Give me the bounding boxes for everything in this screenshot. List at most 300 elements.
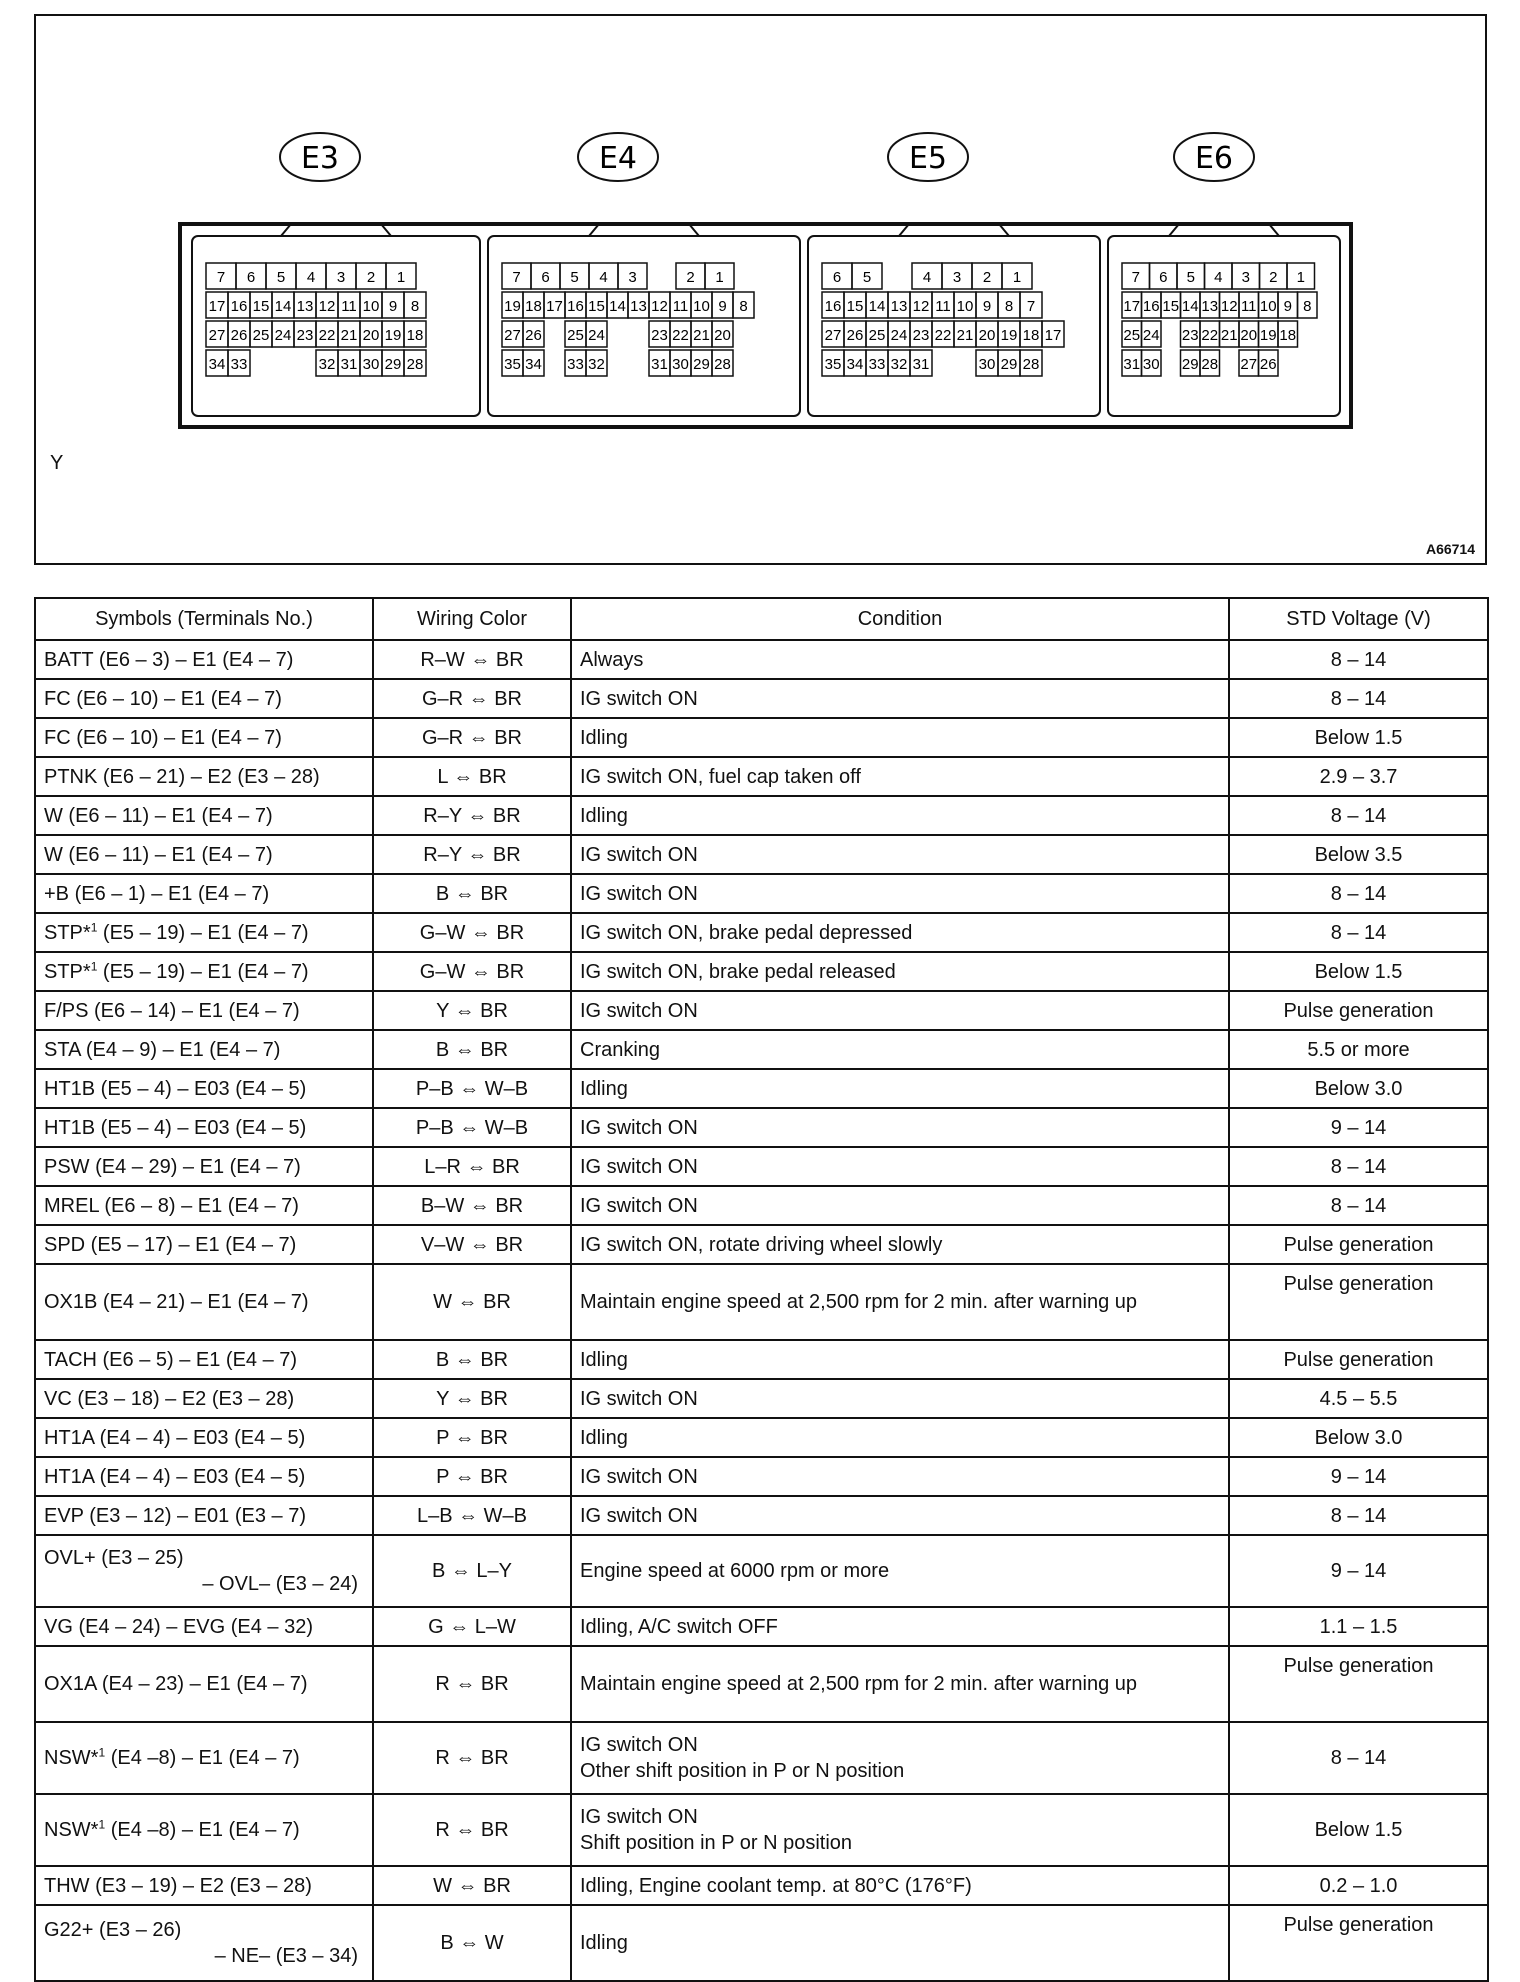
pin-number: 33 <box>230 356 248 373</box>
pin-number: 25 <box>868 327 886 344</box>
pin-number: 33 <box>868 356 886 373</box>
pin-number: 32 <box>588 356 605 373</box>
cell-symbol: HT1A (E4 – 4) – E03 (E4 – 5) <box>35 1457 373 1496</box>
cell-condition: IG switch ON <box>571 835 1229 874</box>
cell-std-voltage: 0.2 – 1.0 <box>1229 1866 1488 1905</box>
pin-number: 9 <box>982 298 992 315</box>
pin-number: 35 <box>504 356 521 373</box>
table-row <box>35 1225 1488 1264</box>
cell-wiring-color: B ⇔ BR <box>373 874 571 913</box>
pin-number: 9 <box>1283 298 1292 315</box>
cell-wiring-color: B ⇔ L–Y <box>373 1535 571 1607</box>
header-std-voltage: STD Voltage (V) <box>1229 598 1488 640</box>
cell-condition: IG switch ON, brake pedal released <box>571 952 1229 991</box>
pin-number: 10 <box>956 298 974 315</box>
cell-condition: IG switch ON <box>571 1186 1229 1225</box>
pin-number: 22 <box>934 327 952 344</box>
pin-number: 22 <box>318 327 336 344</box>
footnote-mark: 1 <box>90 919 98 934</box>
pin-number: 4 <box>1214 269 1223 286</box>
cell-condition: IG switch ON <box>571 1379 1229 1418</box>
pin-number: 34 <box>208 356 226 373</box>
pin-number: 13 <box>630 298 647 315</box>
footnote-mark: 1 <box>98 1745 106 1760</box>
cell-wiring-color: P–B ⇔ W–B <box>373 1069 571 1108</box>
pin-number: 25 <box>1123 327 1141 344</box>
pin-number: 1 <box>1012 269 1022 286</box>
pin-number: 33 <box>567 356 584 373</box>
cell-symbol: W (E6 – 11) – E1 (E4 – 7) <box>35 835 373 874</box>
cell-wiring-color: L ⇔ BR <box>373 757 571 796</box>
cell-std-voltage: 8 – 14 <box>1229 913 1488 952</box>
table-row <box>35 1496 1488 1535</box>
pin-number: 20 <box>978 327 996 344</box>
pin-number: 12 <box>651 298 668 315</box>
pin-number: 22 <box>672 327 689 344</box>
cell-condition: Idling <box>571 1905 1229 1981</box>
pin-number: 20 <box>714 327 731 344</box>
pin-number: 34 <box>846 356 864 373</box>
cell-condition: IG switch ON <box>571 1147 1229 1186</box>
pin-number: 15 <box>252 298 270 315</box>
cell-symbol: +B (E6 – 1) – E1 (E4 – 7) <box>35 874 373 913</box>
pin-number: 13 <box>1201 298 1219 315</box>
table-row <box>35 991 1488 1030</box>
pin-number: 8 <box>739 298 748 315</box>
pin-number: 23 <box>296 327 314 344</box>
cell-condition <box>571 1722 1229 1794</box>
pin-number: 11 <box>672 298 689 315</box>
cell-condition: Cranking <box>571 1030 1229 1069</box>
pin-number: 32 <box>890 356 908 373</box>
cell-condition: IG switch ON <box>571 679 1229 718</box>
cell-wiring-color: P ⇔ BR <box>373 1418 571 1457</box>
pin-number: 28 <box>1022 356 1040 373</box>
pin-number: 20 <box>1240 327 1258 344</box>
pin-number: 32 <box>318 356 336 373</box>
pin-number: 9 <box>718 298 727 315</box>
cell-wiring-color: Y ⇔ BR <box>373 1379 571 1418</box>
table-row <box>35 679 1488 718</box>
pin-number: 8 <box>1004 298 1014 315</box>
cell-std-voltage: 8 – 14 <box>1229 640 1488 679</box>
cell-wiring-color: R–Y ⇔ BR <box>373 796 571 835</box>
cell-std-voltage: 5.5 or more <box>1229 1030 1488 1069</box>
symbol-line2: – OVL– (E3 – 24) <box>202 1573 358 1595</box>
cell-condition: Idling <box>571 1069 1229 1108</box>
pin-number: 16 <box>1142 298 1160 315</box>
cell-wiring-color: G–W ⇔ BR <box>373 913 571 952</box>
cell-condition: IG switch ON <box>571 874 1229 913</box>
pin-number: 11 <box>341 298 357 315</box>
cell-symbol: FC (E6 – 10) – E1 (E4 – 7) <box>35 718 373 757</box>
pin-number: 12 <box>912 298 930 315</box>
cell-condition: IG switch ON, brake pedal depressed <box>571 913 1229 952</box>
pin-number: 5 <box>570 269 579 286</box>
cell-std-voltage: Pulse generation <box>1229 1264 1488 1340</box>
header-wiring-color: Wiring Color <box>373 598 571 640</box>
pin-number: 8 <box>410 298 420 315</box>
connector-label: E6 <box>1194 141 1234 176</box>
pin-number: 24 <box>890 327 908 344</box>
pin-number: 23 <box>1181 327 1199 344</box>
pin-number: 26 <box>846 327 864 344</box>
pin-number: 2 <box>1269 269 1278 286</box>
cell-symbol: VC (E3 – 18) – E2 (E3 – 28) <box>35 1379 373 1418</box>
cell-wiring-color: G–R ⇔ BR <box>373 679 571 718</box>
pin-number: 7 <box>1131 269 1140 286</box>
cell-condition: IG switch ON <box>571 1496 1229 1535</box>
pin-number: 15 <box>846 298 864 315</box>
cell-wiring-color: G–R ⇔ BR <box>373 718 571 757</box>
cell-wiring-color: P ⇔ BR <box>373 1457 571 1496</box>
cell-condition: Idling, A/C switch OFF <box>571 1607 1229 1646</box>
pin-number: 18 <box>525 298 542 315</box>
pin-number: 14 <box>274 298 292 315</box>
pin-number: 10 <box>1259 298 1277 315</box>
cell-wiring-color: G–W ⇔ BR <box>373 952 571 991</box>
pin-number: 18 <box>1279 327 1297 344</box>
condition-line1: IG switch ON <box>580 1806 698 1828</box>
cell-std-voltage: Below 3.0 <box>1229 1418 1488 1457</box>
cell-std-voltage: Below 1.5 <box>1229 1794 1488 1866</box>
cell-condition: Idling, Engine coolant temp. at 80°C (176°F) <box>571 1866 1229 1905</box>
pin-number: 19 <box>504 298 521 315</box>
pin-number: 3 <box>952 269 962 286</box>
cell-condition: Always <box>571 640 1229 679</box>
cell-symbol: HT1B (E5 – 4) – E03 (E4 – 5) <box>35 1108 373 1147</box>
pin-number: 29 <box>693 356 710 373</box>
pin-number: 31 <box>912 356 930 373</box>
cell-wiring-color: V–W ⇔ BR <box>373 1225 571 1264</box>
cell-condition: Idling <box>571 1340 1229 1379</box>
pin-number: 9 <box>388 298 398 315</box>
cell-std-voltage: 8 – 14 <box>1229 1722 1488 1794</box>
footnote-mark: 1 <box>98 1817 106 1832</box>
pin-number: 2 <box>982 269 992 286</box>
cell-symbol: PTNK (E6 – 21) – E2 (E3 – 28) <box>35 757 373 796</box>
pin-number: 24 <box>1142 327 1160 344</box>
pin-number: 22 <box>1201 327 1219 344</box>
pin-number: 2 <box>686 269 695 286</box>
table-row <box>35 757 1488 796</box>
cell-symbol: STP*$^1$ (E5 – 19) – E1 (E4 – 7) <box>35 913 373 952</box>
cell-condition: Idling <box>571 1418 1229 1457</box>
pin-number: 5 <box>276 269 286 286</box>
pin-number: 21 <box>956 327 974 344</box>
cell-wiring-color: R ⇔ BR <box>373 1646 571 1722</box>
pin-number: 26 <box>230 327 248 344</box>
pin-number: 17 <box>1123 298 1141 315</box>
cell-wiring-color: B–W ⇔ BR <box>373 1186 571 1225</box>
connector-drawing <box>36 16 1485 563</box>
symbol-line1: G22+ (E3 – 26) <box>44 1919 182 1941</box>
pin-number: 30 <box>672 356 689 373</box>
table-row <box>35 1535 1488 1607</box>
table-row <box>35 1069 1488 1108</box>
cell-wiring-color: W ⇔ BR <box>373 1866 571 1905</box>
pin-number: 11 <box>935 298 951 315</box>
cell-wiring-color: R ⇔ BR <box>373 1794 571 1866</box>
pin-number: 12 <box>318 298 336 315</box>
pin-number: 6 <box>541 269 550 286</box>
pin-number: 16 <box>824 298 842 315</box>
table-row <box>35 1646 1488 1722</box>
pin-number: 29 <box>1000 356 1018 373</box>
connector-label: E4 <box>598 141 638 176</box>
cell-symbol: BATT (E6 – 3) – E1 (E4 – 7) <box>35 640 373 679</box>
cell-std-voltage: 9 – 14 <box>1229 1535 1488 1607</box>
cell-condition: IG switch ON <box>571 991 1229 1030</box>
cell-wiring-color: R ⇔ BR <box>373 1722 571 1794</box>
condition-line1: IG switch ON <box>580 1734 698 1756</box>
cell-std-voltage: Pulse generation <box>1229 1905 1488 1981</box>
table-body <box>35 640 1488 1981</box>
cell-wiring-color: B ⇔ BR <box>373 1340 571 1379</box>
cell-symbol: NSW*$^1$ (E4 –8) – E1 (E4 – 7) <box>35 1722 373 1794</box>
condition-line2: Shift position in P or N position <box>580 1832 853 1854</box>
pin-number: 16 <box>567 298 584 315</box>
cell-symbol: STA (E4 – 9) – E1 (E4 – 7) <box>35 1030 373 1069</box>
table-row <box>35 835 1488 874</box>
table-row <box>35 1108 1488 1147</box>
pin-number: 27 <box>1240 356 1258 373</box>
pin-number: 23 <box>912 327 930 344</box>
table-row <box>35 1147 1488 1186</box>
pin-number: 1 <box>396 269 406 286</box>
table-row <box>35 1905 1488 1981</box>
pin-number: 19 <box>1259 327 1277 344</box>
cell-wiring-color: L–R ⇔ BR <box>373 1147 571 1186</box>
cell-symbol: HT1B (E5 – 4) – E03 (E4 – 5) <box>35 1069 373 1108</box>
pin-number: 28 <box>406 356 424 373</box>
pin-number: 20 <box>362 327 380 344</box>
pin-number: 21 <box>1220 327 1238 344</box>
symbol-line2: – NE– (E3 – 34) <box>214 1945 358 1967</box>
cell-wiring-color: B ⇔ BR <box>373 1030 571 1069</box>
pin-number: 11 <box>1240 298 1257 315</box>
cell-std-voltage: 8 – 14 <box>1229 1147 1488 1186</box>
cell-symbol: VG (E4 – 24) – EVG (E4 – 32) <box>35 1607 373 1646</box>
terminal-spec-table <box>34 597 1489 1982</box>
pin-number: 30 <box>362 356 380 373</box>
table-row <box>35 1794 1488 1866</box>
cell-std-voltage: 8 – 14 <box>1229 1496 1488 1535</box>
cell-wiring-color: W ⇔ BR <box>373 1264 571 1340</box>
cell-condition: Engine speed at 6000 rpm or more <box>571 1535 1229 1607</box>
table-row <box>35 1418 1488 1457</box>
cell-std-voltage: Pulse generation <box>1229 1646 1488 1722</box>
table-row <box>35 1457 1488 1496</box>
pin-number: 21 <box>693 327 710 344</box>
pin-number: 14 <box>609 298 626 315</box>
cell-symbol: NSW*$^1$ (E4 –8) – E1 (E4 – 7) <box>35 1794 373 1866</box>
side-letter: Y <box>50 452 64 474</box>
cell-condition: Maintain engine speed at 2,500 rpm for 2 min. after warning up <box>571 1646 1229 1722</box>
cell-symbol <box>35 1535 373 1607</box>
pin-number: 17 <box>1044 327 1062 344</box>
connector-label: E3 <box>300 141 340 176</box>
pin-number: 21 <box>340 327 358 344</box>
pin-number: 4 <box>306 269 316 286</box>
pin-number: 26 <box>525 327 542 344</box>
pin-number: 1 <box>1296 269 1305 286</box>
cell-condition: IG switch ON, fuel cap taken off <box>571 757 1229 796</box>
cell-std-voltage: 4.5 – 5.5 <box>1229 1379 1488 1418</box>
pin-number: 28 <box>714 356 731 373</box>
cell-symbol: OX1B (E4 – 21) – E1 (E4 – 7) <box>35 1264 373 1340</box>
cell-symbol: PSW (E4 – 29) – E1 (E4 – 7) <box>35 1147 373 1186</box>
cell-symbol: TACH (E6 – 5) – E1 (E4 – 7) <box>35 1340 373 1379</box>
cell-symbol: MREL (E6 – 8) – E1 (E4 – 7) <box>35 1186 373 1225</box>
pin-number: 2 <box>366 269 376 286</box>
pin-number: 6 <box>1159 269 1168 286</box>
pin-number: 30 <box>978 356 996 373</box>
pin-number: 14 <box>1181 298 1199 315</box>
pin-number: 4 <box>922 269 932 286</box>
cell-symbol: THW (E3 – 19) – E2 (E3 – 28) <box>35 1866 373 1905</box>
pin-number: 30 <box>1142 356 1160 373</box>
cell-std-voltage: 2.9 – 3.7 <box>1229 757 1488 796</box>
pin-number: 10 <box>362 298 380 315</box>
pin-number: 6 <box>246 269 256 286</box>
connector-diagram <box>34 14 1487 565</box>
cell-symbol: W (E6 – 11) – E1 (E4 – 7) <box>35 796 373 835</box>
pin-number: 31 <box>651 356 668 373</box>
connector-e5 <box>808 133 1100 416</box>
cell-std-voltage: 8 – 14 <box>1229 874 1488 913</box>
table-row <box>35 1186 1488 1225</box>
pin-number: 7 <box>1026 298 1036 315</box>
connector-label: E5 <box>908 141 948 176</box>
cell-condition: Maintain engine speed at 2,500 rpm for 2 min. after warning up <box>571 1264 1229 1340</box>
connector-e6 <box>1108 133 1340 416</box>
pin-number: 24 <box>274 327 292 344</box>
pin-number: 5 <box>862 269 872 286</box>
pin-number: 13 <box>296 298 314 315</box>
pin-number: 18 <box>406 327 424 344</box>
pin-number: 3 <box>628 269 637 286</box>
pin-number: 19 <box>384 327 402 344</box>
table-row <box>35 1866 1488 1905</box>
cell-std-voltage: Below 1.5 <box>1229 952 1488 991</box>
cell-symbol: OX1A (E4 – 23) – E1 (E4 – 7) <box>35 1646 373 1722</box>
table-row <box>35 1722 1488 1794</box>
pin-number: 16 <box>230 298 248 315</box>
cell-std-voltage: 1.1 – 1.5 <box>1229 1607 1488 1646</box>
pin-number: 31 <box>1123 356 1141 373</box>
cell-condition <box>571 1794 1229 1866</box>
cell-condition: IG switch ON <box>571 1108 1229 1147</box>
cell-symbol <box>35 1905 373 1981</box>
cell-std-voltage: Pulse generation <box>1229 991 1488 1030</box>
cell-wiring-color: P–B ⇔ W–B <box>373 1108 571 1147</box>
pin-number: 12 <box>1220 298 1238 315</box>
cell-condition: Idling <box>571 718 1229 757</box>
cell-std-voltage: Pulse generation <box>1229 1225 1488 1264</box>
pin-number: 7 <box>216 269 226 286</box>
cell-condition: IG switch ON, rotate driving wheel slowly <box>571 1225 1229 1264</box>
pin-number: 17 <box>546 298 563 315</box>
table-row <box>35 640 1488 679</box>
table-row <box>35 796 1488 835</box>
cell-std-voltage: 8 – 14 <box>1229 796 1488 835</box>
symbol-line1: OVL+ (E3 – 25) <box>44 1547 184 1569</box>
cell-std-voltage: 8 – 14 <box>1229 1186 1488 1225</box>
table-row <box>35 952 1488 991</box>
table-header-row <box>35 598 1488 640</box>
pin-number: 10 <box>693 298 710 315</box>
cell-std-voltage: 9 – 14 <box>1229 1457 1488 1496</box>
cell-std-voltage: Below 3.5 <box>1229 835 1488 874</box>
cell-std-voltage: 8 – 14 <box>1229 679 1488 718</box>
cell-std-voltage: Below 1.5 <box>1229 718 1488 757</box>
table-row <box>35 1340 1488 1379</box>
cell-symbol: FC (E6 – 10) – E1 (E4 – 7) <box>35 679 373 718</box>
cell-std-voltage: Pulse generation <box>1229 1340 1488 1379</box>
table-row <box>35 1607 1488 1646</box>
figure-code: A66714 <box>1425 541 1475 557</box>
cell-wiring-color: R–Y ⇔ BR <box>373 835 571 874</box>
table-row <box>35 1264 1488 1340</box>
header-condition: Condition <box>571 598 1229 640</box>
pin-number: 19 <box>1000 327 1018 344</box>
pin-number: 35 <box>824 356 842 373</box>
cell-wiring-color: R–W ⇔ BR <box>373 640 571 679</box>
ecu-housing <box>180 224 1351 427</box>
pin-number: 25 <box>252 327 270 344</box>
pin-number: 4 <box>599 269 608 286</box>
cell-symbol: F/PS (E6 – 14) – E1 (E4 – 7) <box>35 991 373 1030</box>
pin-number: 5 <box>1186 269 1195 286</box>
pin-number: 27 <box>208 327 226 344</box>
cell-std-voltage: Below 3.0 <box>1229 1069 1488 1108</box>
footnote-mark: 1 <box>90 958 98 973</box>
pin-number: 18 <box>1022 327 1040 344</box>
cell-condition: Idling <box>571 796 1229 835</box>
pin-number: 27 <box>504 327 521 344</box>
cell-std-voltage: 9 – 14 <box>1229 1108 1488 1147</box>
pin-number: 8 <box>1303 298 1312 315</box>
pin-number: 7 <box>512 269 521 286</box>
pin-number: 15 <box>1162 298 1180 315</box>
connector-e3 <box>192 133 480 416</box>
pin-number: 13 <box>890 298 908 315</box>
cell-symbol: STP*$^1$ (E5 – 19) – E1 (E4 – 7) <box>35 952 373 991</box>
table-row <box>35 1379 1488 1418</box>
pin-number: 27 <box>824 327 842 344</box>
condition-line2: Other shift position in P or N position <box>580 1760 905 1782</box>
cell-wiring-color: G ⇔ L–W <box>373 1607 571 1646</box>
pin-number: 34 <box>525 356 542 373</box>
pin-number: 29 <box>384 356 402 373</box>
cell-symbol: EVP (E3 – 12) – E01 (E3 – 7) <box>35 1496 373 1535</box>
pin-number: 25 <box>567 327 584 344</box>
connector-e4 <box>488 133 800 416</box>
header-symbols: Symbols (Terminals No.) <box>35 598 373 640</box>
pin-number: 29 <box>1181 356 1199 373</box>
table-row <box>35 913 1488 952</box>
cell-condition: IG switch ON <box>571 1457 1229 1496</box>
pin-number: 3 <box>336 269 346 286</box>
pin-number: 31 <box>340 356 358 373</box>
pin-number: 23 <box>651 327 668 344</box>
cell-symbol: SPD (E5 – 17) – E1 (E4 – 7) <box>35 1225 373 1264</box>
pin-number: 17 <box>208 298 226 315</box>
table-row <box>35 718 1488 757</box>
cell-wiring-color: L–B ⇔ W–B <box>373 1496 571 1535</box>
cell-wiring-color: B ⇔ W <box>373 1905 571 1981</box>
